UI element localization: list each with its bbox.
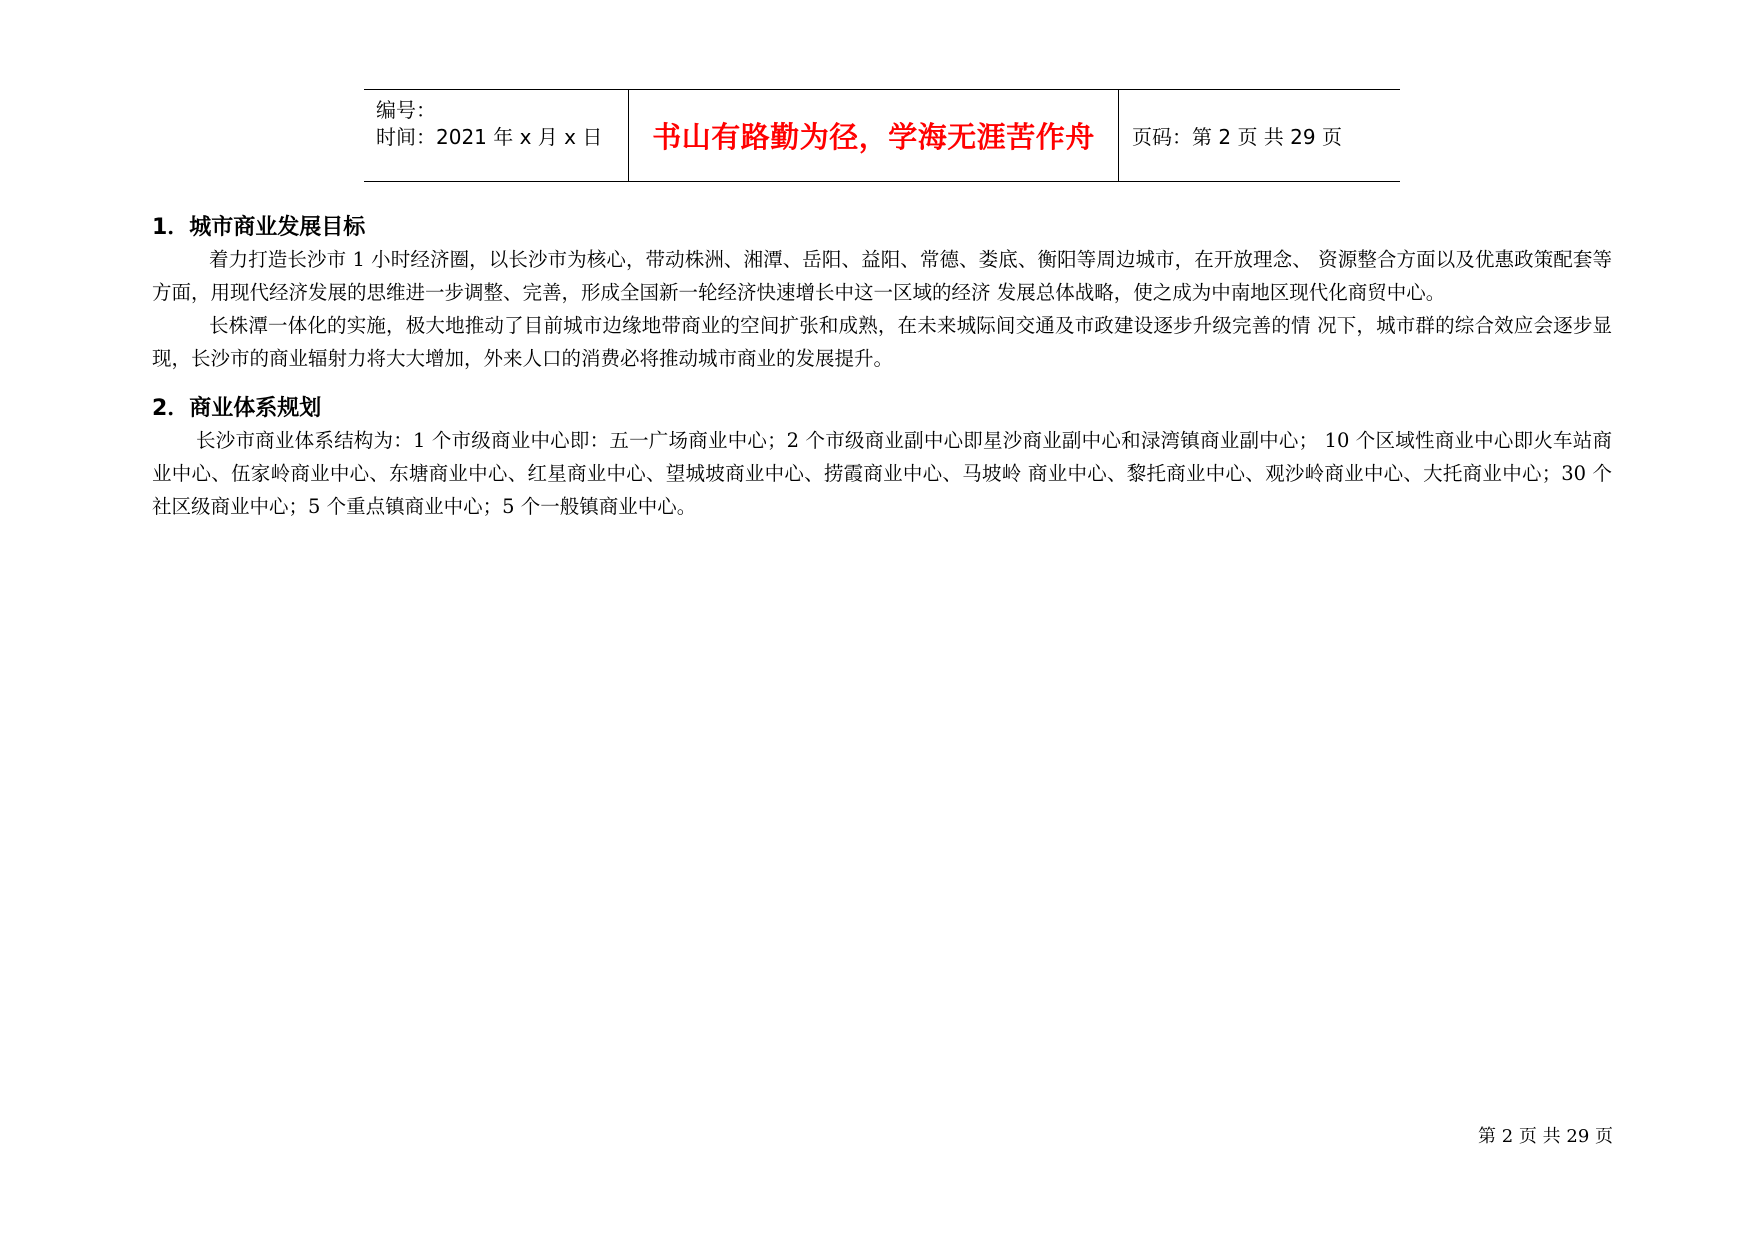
page-footer-number: 第 2 页 共 29 页 [1478,1126,1613,1147]
section-commercial-system [152,394,1612,523]
paragraph: 长沙市商业体系结构为：1 个市级商业中心即：五一广场商业中心；2 个市级商业副中心即星沙商业副中心和渌湾镇商业副中心； 10 个区域性商业中心即火车站商业中心、伍家岭商业中心、东塘商业中心、红星商业中心、望城坡商业中心、捞霞商业中心、马坡岭 商业中心、黎托商业中心、观沙岭商业中心、大托商业中心；30 个社区级商业中心；5 个重点镇商业中心；5 个一般镇商业中心。 [152,429,1612,518]
header-motto-cell [628,90,1119,181]
document-number-label: 编号： [376,98,436,122]
header-page-code: 页码：第 2 页 共 29 页 [1132,125,1342,149]
header-info-cell [364,90,628,181]
document-body [152,213,1612,523]
paragraph: 着力打造长沙市 1 小时经济圈，以长沙市为核心，带动株洲、湘潭、岳阳、益阳、常德、娄底、衡阳等周边城市，在开放理念、 资源整合方面以及优惠政策配套等方面，用现代经济发展的思维进一步调整、完善，形成全国新一轮经济快速增长中这一区域的经济 发展总体战略，使之成为中南地区现代化商贸中心。 [152,248,1612,304]
section-heading: 2．商业体系规划 [152,396,322,421]
document-date: 时间：2021 年 x 月 x 日 [376,125,603,149]
document-header [364,89,1400,182]
section-heading: 1．城市商业发展目标 [152,215,366,240]
motto-text: 书山有路勤为径，学海无涯苦作舟 [652,120,1095,154]
section-development-goals [152,213,1612,375]
header-page-cell [1119,90,1400,181]
paragraph: 长株潭一体化的实施，极大地推动了目前城市边缘地带商业的空间扩张和成熟，在未来城际间交通及市政建设逐步升级完善的情 况下，城市群的综合效应会逐步显现，长沙市的商业辐射力将大大增加，外来人口的消费必将推动城市商业的发展提升。 [152,314,1612,370]
